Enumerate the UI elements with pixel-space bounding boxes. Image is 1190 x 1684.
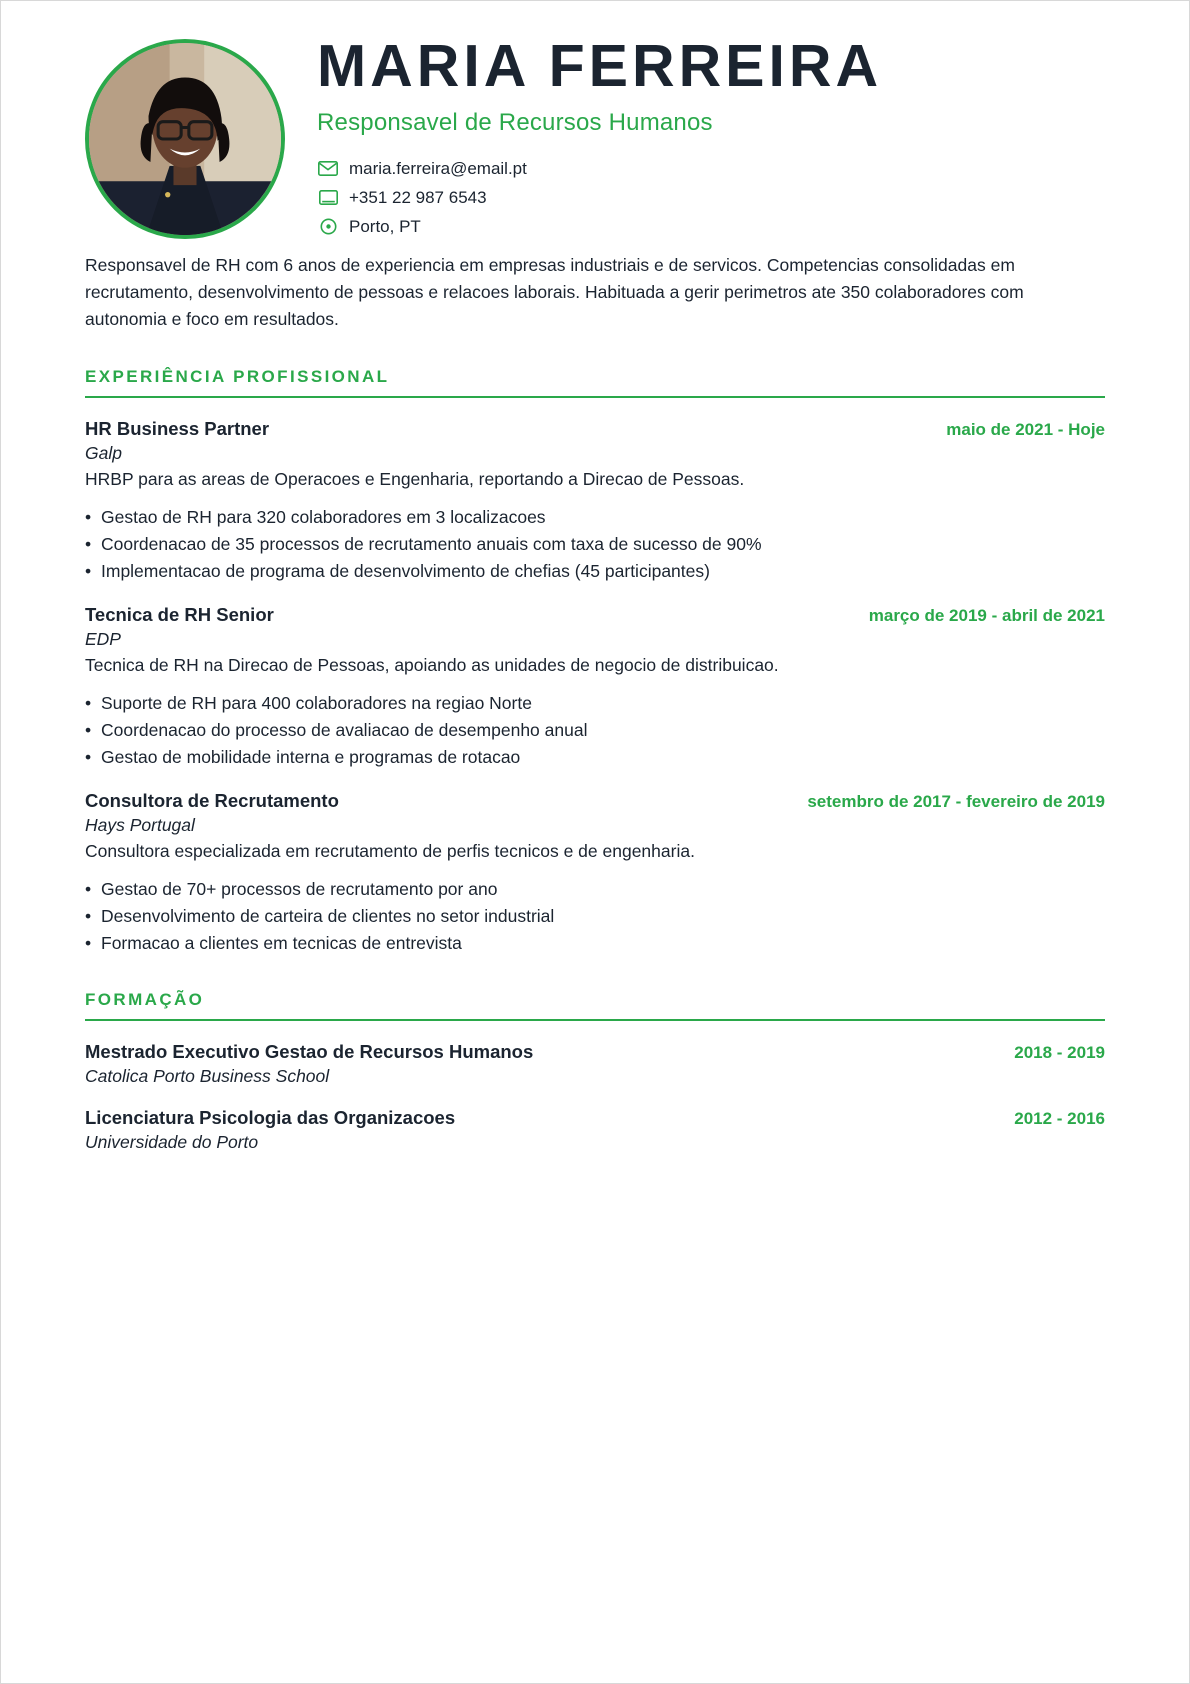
contact-email-text: maria.ferreira@email.pt xyxy=(349,158,527,178)
experience-company: EDP xyxy=(85,629,121,650)
education-degree: Mestrado Executivo Gestao de Recursos Humanos xyxy=(85,1041,534,1063)
list-item: • Coordenacao do processo de avaliacao de desempenho anual xyxy=(85,717,1105,744)
contact-phone[interactable] xyxy=(317,188,1105,208)
experience-bullets xyxy=(85,876,1105,956)
experience-company: Galp xyxy=(85,443,122,464)
list-item: • Gestao de 70+ processos de recrutamento por ano xyxy=(85,876,1105,903)
experience-bullets xyxy=(85,690,1105,770)
section-experience xyxy=(85,367,1105,956)
contact-email[interactable] xyxy=(317,159,1105,179)
experience-entry xyxy=(85,604,1105,770)
list-item: • Desenvolvimento de carteira de clientes no setor industrial xyxy=(85,903,1105,930)
experience-description: Tecnica de RH na Direcao de Pessoas, apoiando as unidades de negocio de distribuicao. xyxy=(85,655,779,676)
experience-description: HRBP para as areas de Operacoes e Engenharia, reportando a Direcao de Pessoas. xyxy=(85,469,745,490)
experience-position: HR Business Partner xyxy=(85,418,270,440)
list-item: • Gestao de mobilidade interna e programas de rotacao xyxy=(85,744,1105,771)
portrait-photo xyxy=(85,39,285,239)
education-dates: 2012 - 2016 xyxy=(1014,1109,1105,1129)
experience-entry xyxy=(85,418,1105,584)
education-dates: 2018 - 2019 xyxy=(1014,1043,1105,1063)
professional-summary: Responsavel de RH com 6 anos de experiencia em empresas industriais e de servicos. Competencias consolidadas em recrutamento, desenvolvimento de pessoas e relacoes laborais. Habituada a gerir perimetros ate 350 colaboradores com autonomia e foco em resultados. xyxy=(85,254,1024,329)
education-school: Universidade do Porto xyxy=(85,1132,259,1153)
contact-location xyxy=(317,217,1105,237)
section-title-education: FORMAÇÃO xyxy=(85,990,205,1010)
contact-list xyxy=(317,159,1105,237)
experience-bullets xyxy=(85,504,1105,584)
avatar xyxy=(85,27,281,239)
experience-company: Hays Portugal xyxy=(85,815,195,836)
experience-dates: maio de 2021 - Hoje xyxy=(946,420,1105,440)
job-title: Responsavel de Recursos Humanos xyxy=(317,108,713,136)
education-entry xyxy=(85,1041,1105,1087)
header xyxy=(85,27,1105,246)
list-item: • Gestao de RH para 320 colaboradores em 3 localizacoes xyxy=(85,504,1105,531)
education-school: Catolica Porto Business School xyxy=(85,1066,330,1087)
experience-description: Consultora especializada em recrutamento de perfis tecnicos e de engenharia. xyxy=(85,841,695,862)
envelope-icon xyxy=(317,159,339,179)
contact-location-text: Porto, PT xyxy=(349,216,421,236)
list-item: • Suporte de RH para 400 colaboradores na regiao Norte xyxy=(85,690,1105,717)
experience-position: Consultora de Recrutamento xyxy=(85,790,339,812)
education-entry xyxy=(85,1107,1105,1153)
list-item: • Implementacao de programa de desenvolvimento de chefias (45 participantes) xyxy=(85,558,1105,585)
education-degree: Licenciatura Psicologia das Organizacoes xyxy=(85,1107,456,1129)
list-item: • Coordenacao de 35 processos de recrutamento anuais com taxa de sucesso de 90% xyxy=(85,531,1105,558)
contact-phone-text: +351 22 987 6543 xyxy=(349,187,487,207)
experience-position: Tecnica de RH Senior xyxy=(85,604,274,626)
experience-dates: março de 2019 - abril de 2021 xyxy=(868,606,1105,626)
section-divider xyxy=(85,396,1105,398)
page-title: MARIA FERREIRA xyxy=(317,33,883,99)
list-item: • Formacao a clientes em tecnicas de entrevista xyxy=(85,930,1105,957)
section-education xyxy=(85,990,1105,1153)
experience-dates: setembro de 2017 - fevereiro de 2019 xyxy=(807,792,1105,812)
location-pin-icon xyxy=(317,217,339,237)
experience-entry xyxy=(85,790,1105,956)
section-divider xyxy=(85,1019,1105,1021)
phone-icon xyxy=(317,188,339,208)
section-title-experience: EXPERIÊNCIA PROFISSIONAL xyxy=(85,367,390,387)
